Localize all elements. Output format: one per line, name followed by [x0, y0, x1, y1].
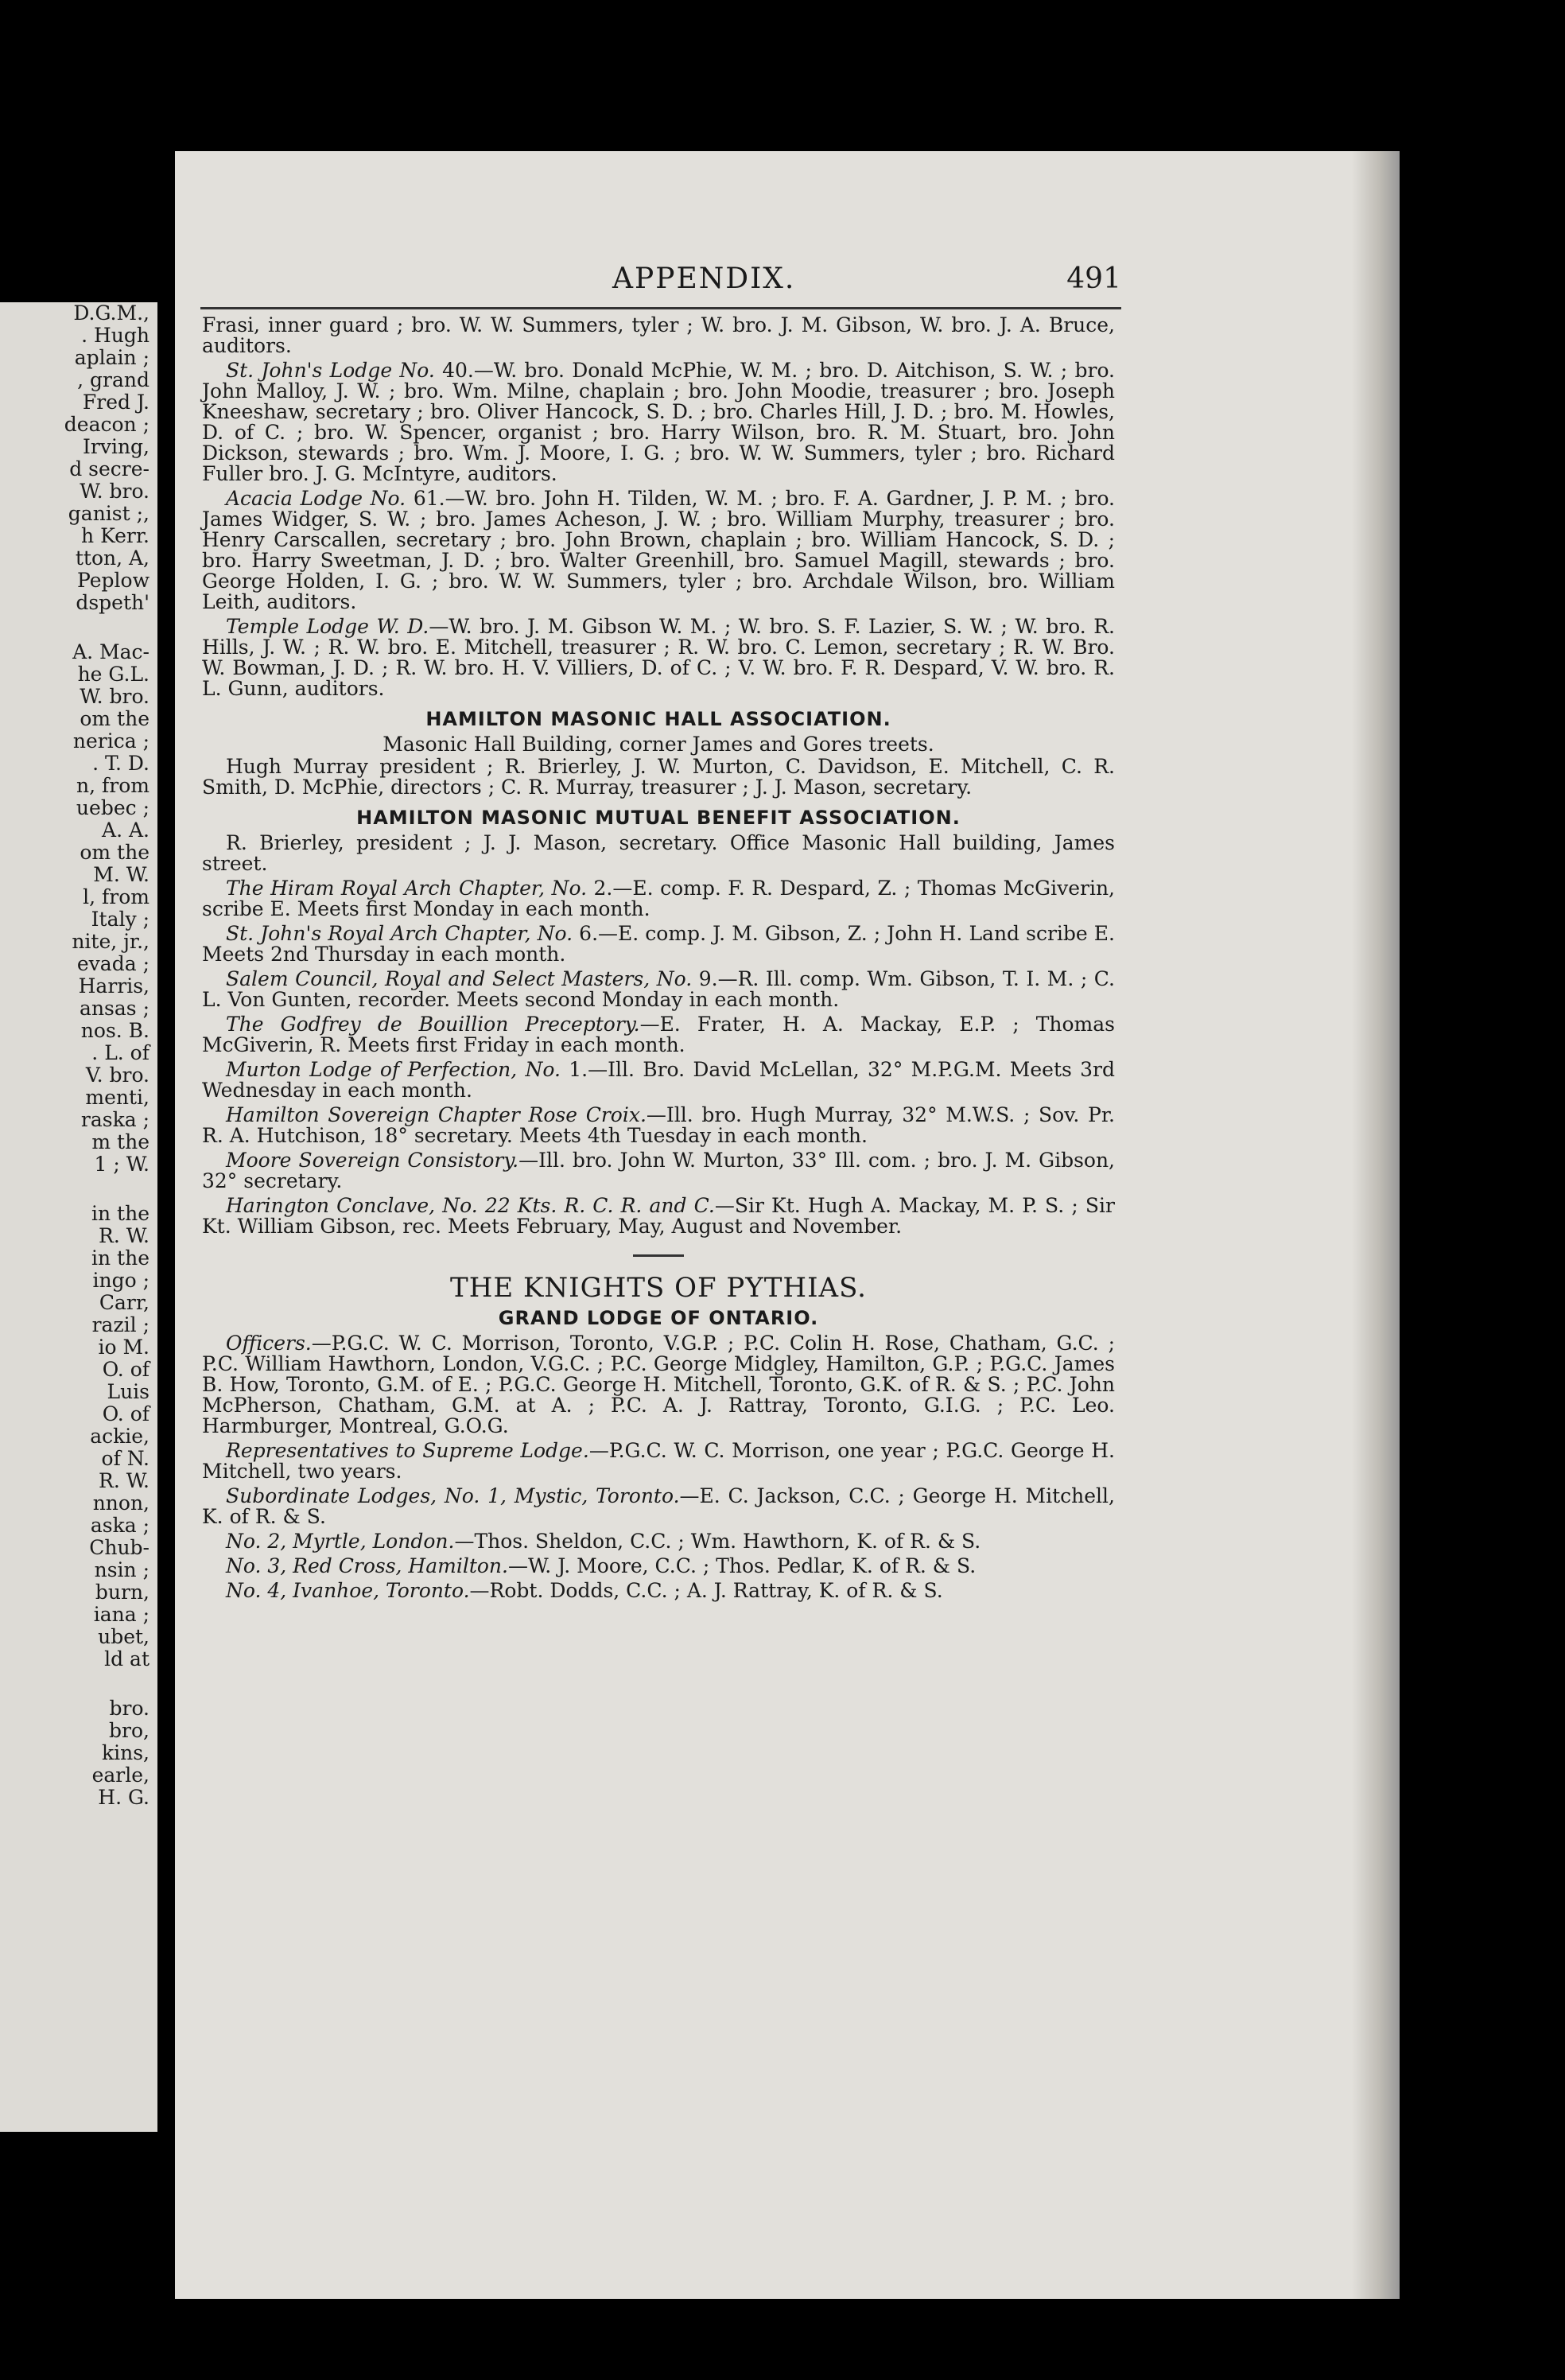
margin-fragment: earle,: [91, 1764, 150, 1787]
header-rule: [200, 307, 1121, 309]
paragraph: R. Brierley, president ; J. J. Mason, secretary. Office Masonic Hall building, James street.: [202, 831, 1115, 875]
section-heading: HAMILTON MASONIC HALL ASSOCIATION.: [425, 708, 891, 730]
margin-fragment: io M.: [98, 1336, 150, 1359]
margin-fragment: A. A.: [102, 819, 150, 842]
paragraph: Acacia Lodge No. 61.—W. bro. John H. Tilden, W. M. ; bro. F. A. Gardner, J. P. M. ; bro. James Widger, S. W. ; bro. James Acheson, J. W. ; bro. William Murphy, treasurer ; bro. Henry Carscallen, secretary ; bro. John Brown, chaplain ; bro. William Hancock, S. D. ; bro. Harry Sweetman, J. D. ; bro. Walter Greenhill, bro. Samuel Magill, stewards ; bro. George Holden, I. G. ; bro. W. W. Summers, tyler ; bro. Archdale Wilson, bro. William Leith, auditors.: [202, 487, 1116, 613]
paragraph: St. John's Lodge No. 40.—W. bro. Donald McPhie, W. M. ; bro. D. Aitchison, S. W. ; bro. John Malloy, J. W. ; bro. Wm. Milne, chaplain ; bro. John Moodie, treasurer ; bro. Joseph Kneeshaw, secretary ; bro. Oliver Hancock, S. D. ; bro. Charles Hill, J. D. ; bro. M. Howles, D. of C. ; bro. W. Spencer, organist ; bro. Harry Wilson, bro. R. M. Stuart, bro. John Dickson, stewards ; bro. Wm. J. Moore, I. G. ; bro. W. W. Summers, tyler ; bro. Richard Fuller bro. J. G. McIntyre, auditors.: [202, 359, 1115, 485]
margin-fragment: H. G.: [98, 1786, 150, 1809]
paragraph: No. 2, Myrtle, London.—Thos. Sheldon, C.C. ; Wm. Hawthorn, K. of R. & S.: [226, 1530, 981, 1553]
margin-fragment: W. bro.: [80, 480, 150, 503]
margin-fragment: uebec ;: [76, 796, 150, 819]
margin-fragment: Peplow: [77, 569, 150, 592]
margin-fragment: V. bro.: [85, 1064, 150, 1087]
margin-fragment: Harris,: [78, 974, 150, 998]
margin-fragment: om the: [80, 707, 150, 730]
margin-fragment: bro.: [109, 1697, 150, 1720]
margin-fragment: nsin ;: [94, 1558, 150, 1581]
margin-fragment: razil ;: [91, 1313, 150, 1336]
paragraph: No. 4, Ivanhoe, Toronto.—Robt. Dodds, C.C. ; A. J. Rattray, K. of R. & S.: [226, 1579, 943, 1602]
margin-fragment: kins,: [101, 1741, 150, 1764]
margin-fragment: R. W.: [99, 1224, 150, 1247]
margin-fragment: d secre-: [69, 457, 150, 480]
margin-fragment: , grand: [77, 368, 150, 391]
margin-fragment: l, from: [83, 885, 150, 908]
page-body: [202, 315, 1115, 1605]
margin-fragment: Fred J.: [82, 391, 150, 414]
running-header: [199, 262, 1121, 302]
margin-fragment: m the: [91, 1130, 150, 1153]
section-divider: [633, 1254, 684, 1257]
margin-fragment: Carr,: [99, 1291, 150, 1314]
paragraph: Representatives to Supreme Lodge.—P.G.C. W. C. Morrison, one year ; P.G.C. George H. Mitchell, two years.: [202, 1439, 1115, 1483]
paragraph: Harington Conclave, No. 22 Kts. R. C. R. and C.—Sir Kt. Hugh A. Mackay, M. P. S. ; Sir Kt. William Gibson, rec. Meets February, May, August and November.: [202, 1194, 1115, 1238]
margin-fragment: raska ;: [80, 1108, 150, 1131]
margin-fragment: aska ;: [90, 1514, 150, 1537]
paragraph: The Godfrey de Bouillion Preceptory.—E. Frater, H. A. Mackay, E.P. ; Thomas McGiverin, R. Meets first Friday in each month.: [202, 1013, 1115, 1056]
margin-fragment: evada ;: [76, 952, 150, 975]
paragraph: Murton Lodge of Perfection, No. 1.—Ill. Bro. David McLellan, 32° M.P.G.M. Meets 3rd Wednesday in each month.: [202, 1058, 1115, 1102]
paragraph: Salem Council, Royal and Select Masters, No. 9.—R. Ill. comp. Wm. Gibson, T. I. M. ; C. L. Von Gunten, recorder. Meets second Monday in each month.: [202, 967, 1115, 1011]
margin-fragment: nos. B.: [80, 1019, 150, 1042]
margin-fragment: om the: [80, 841, 150, 864]
margin-fragment: Irving,: [83, 435, 150, 458]
paragraph: Hugh Murray president ; R. Brierley, J. W. Murton, C. Davidson, E. Mitchell, C. R. Smith, D. McPhie, directors ; C. R. Murray, treasurer ; J. J. Mason, secretary.: [202, 755, 1115, 799]
margin-fragment: Luis: [107, 1380, 150, 1403]
margin-fragment: Italy ;: [91, 908, 150, 931]
margin-gap: [0, 1176, 157, 1203]
margin-fragment: O. of: [102, 1358, 150, 1381]
margin-fragment: ackie,: [90, 1425, 150, 1448]
paragraph: The Hiram Royal Arch Chapter, No. 2.—E. comp. F. R. Despard, Z. ; Thomas McGiverin, scribe E. Meets first Monday in each month.: [202, 877, 1116, 920]
margin-fragment: in the: [91, 1246, 150, 1270]
margin-fragment: in the: [91, 1202, 150, 1225]
running-title: APPENDIX.: [612, 262, 796, 295]
margin-fragment: R. W.: [99, 1469, 150, 1492]
paragraph: Subordinate Lodges, No. 1, Mystic, Toronto.—E. C. Jackson, C.C. ; George H. Mitchell, K. of R. & S.: [202, 1484, 1115, 1528]
margin-fragment: ganist ;,: [68, 502, 150, 525]
paragraph: Temple Lodge W. D.—W. bro. J. M. Gibson W. M. ; W. bro. S. F. Lazier, S. W. ; W. bro. R. Hills, J. W. ; R. W. bro. E. Mitchell, treasurer ; R. W. bro. C. Lemon, secretary ; R. W. Bro. W. Bowman, J. D. ; R. W. bro. H. V. Villiers, D. of C. ; V. W. bro. F. R. Despard, V. W. bro. R. L. Gunn, auditors.: [202, 615, 1115, 700]
margin-fragment: deacon ;: [64, 413, 150, 436]
margin-fragment: Chub-: [89, 1536, 150, 1559]
section-subheading: Masonic Hall Building, corner James and Gores treets.: [383, 733, 934, 756]
margin-fragment: W. bro.: [80, 685, 150, 708]
margin-fragment: aplain ;: [74, 346, 150, 369]
margin-fragment: h Kerr.: [81, 524, 150, 547]
margin-fragment: ld at: [104, 1647, 150, 1670]
paragraph: St. John's Royal Arch Chapter, No. 6.—E. comp. J. M. Gibson, Z. ; John H. Land scribe E. Meets 2nd Thursday in each month.: [202, 922, 1115, 966]
margin-fragment: nite, jr.,: [72, 930, 150, 953]
margin-fragment: of N.: [101, 1447, 150, 1470]
margin-fragment: ingo ;: [92, 1269, 150, 1292]
page-number: 491: [1066, 262, 1121, 295]
section-heading: GRAND LODGE OF ONTARIO.: [498, 1307, 819, 1329]
margin-fragment: dspeth': [76, 591, 150, 614]
margin-fragment: . Hugh: [81, 324, 150, 347]
facing-page-fragment: [0, 302, 157, 2132]
book-page: [175, 151, 1400, 2299]
paragraph: No. 3, Red Cross, Hamilton.—W. J. Moore, C.C. ; Thos. Pedlar, K. of R. & S.: [226, 1554, 977, 1577]
margin-fragment: iana ;: [93, 1603, 150, 1626]
margin-fragment: . L. of: [91, 1041, 150, 1064]
margin-fragment: he G.L.: [77, 663, 150, 686]
paragraph: Frasi, inner guard ; bro. W. W. Summers, tyler ; W. bro. J. M. Gibson, W. bro. J. A. Bruce, auditors.: [202, 313, 1115, 357]
margin-fragment: nnon,: [92, 1491, 150, 1515]
margin-fragment: D.G.M.,: [73, 302, 150, 325]
section-heading: HAMILTON MASONIC MUTUAL BENEFIT ASSOCIATION.: [356, 807, 961, 829]
margin-gap: [0, 1670, 157, 1698]
margin-fragment: bro,: [109, 1719, 150, 1742]
margin-fragment: M. W.: [93, 863, 150, 886]
paragraph: Hamilton Sovereign Chapter Rose Croix.—Ill. bro. Hugh Murray, 32° M.W.S. ; Sov. Pr. R. A. Hutchison, 18° secretary. Meets 4th Tuesday in each month.: [202, 1103, 1115, 1147]
margin-gap: [0, 614, 157, 641]
book-gutter: [157, 119, 175, 2267]
margin-fragment: 1 ; W.: [94, 1153, 150, 1176]
margin-fragment: . T. D.: [92, 752, 150, 775]
margin-fragment: O. of: [102, 1402, 150, 1425]
paragraph: Moore Sovereign Consistory.—Ill. bro. John W. Murton, 33° Ill. com. ; bro. J. M. Gibson, 32° secretary.: [202, 1149, 1115, 1192]
margin-fragment: menti,: [85, 1086, 150, 1109]
margin-fragment: tton, A,: [75, 546, 150, 570]
margin-fragment: n, from: [76, 774, 150, 797]
page-edge-shadow: [1352, 151, 1400, 2299]
paragraph: Officers.—P.G.C. W. C. Morrison, Toronto, V.G.P. ; P.C. Colin H. Rose, Chatham, G.C. ; P.C. William Hawthorn, London, V.G.C. ; P.C. George Midgley, Hamilton, G.P. ; P.G.C. James B. How, Toronto, G.M. of E. ; P.G.C. George H. Mitchell, Toronto, G.K. of R. & S. ; P.C. John McPherson, Chatham, G.M. at A. ; P.C. A. J. Rattray, Toronto, G.I.G. ; P.C. Leo. Harmburger, Montreal, G.O.G.: [202, 1332, 1115, 1437]
margin-fragment: A. Mac-: [72, 640, 150, 663]
margin-fragment: burn,: [95, 1581, 150, 1604]
margin-fragment: ansas ;: [80, 997, 150, 1020]
margin-fragment: nerica ;: [72, 729, 150, 752]
margin-fragment: ubet,: [98, 1625, 150, 1648]
chapter-heading: THE KNIGHTS OF PYTHIAS.: [450, 1272, 867, 1304]
